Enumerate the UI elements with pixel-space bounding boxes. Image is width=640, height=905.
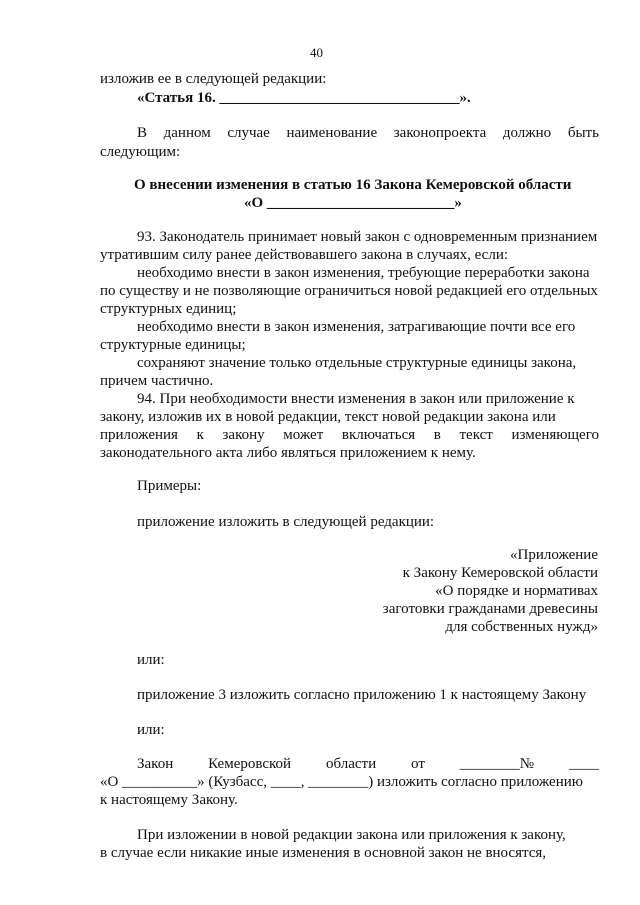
list-item: сохраняют значение только отдельные структурные единицы закона, [137,355,577,371]
text-line: структурных единиц; [100,301,237,317]
appendix-header-line: «Приложение [509,547,598,563]
bill-title: О внесении изменения в статью 16 Закона Кемеровской области [134,177,572,193]
example-text: приложение 3 изложить согласно приложению 1 к настоящему Закону [137,687,587,703]
article-line: «Статья 16. ________________________________». [137,90,471,106]
text-line: в случае если никакие иные изменения в основной закон не вносятся, [100,845,547,861]
text-line: по существу и не позволяющие ограничиться новой редакцией его отдельных [100,283,598,299]
text-line: структурные единицы; [100,337,246,353]
appendix-header-line: к Закону Кемеровской области [402,565,598,581]
appendix-header-line: для собственных нужд» [445,619,598,635]
law-reference-line: Закон Кемеровской области от ________№ ____ [137,756,599,772]
text-line: закону, изложив их в новой редакции, текст новой редакции закона или [100,409,556,425]
paragraph-line-justified: В данном случае наименование законопроекта должно быть [137,125,599,141]
list-item: необходимо внести в закон изменения, требующие переработки закона [137,265,590,281]
text-line: При изложении в новой редакции закона или приложения к закону, [137,827,566,843]
example-text: приложение изложить в следующей редакции: [137,514,435,530]
text-line: следующим: [100,144,181,160]
appendix-header-line: заготовки гражданами древесины [382,601,598,617]
text-line: причем частично. [100,373,214,389]
paragraph-line-justified: приложения к закону может включаться в текст изменяющего [100,427,599,443]
text-line: законодательного акта либо являться приложением к нему. [100,445,476,461]
or-text: или: [137,722,165,738]
examples-heading: Примеры: [137,478,202,494]
text-line: утратившим силу ранее действовавшего закона в случаях, если: [100,247,509,263]
list-item: необходимо внести в закон изменения, затрагивающие почти все его [137,319,576,335]
text-line: к настоящему Закону. [100,792,238,808]
text-line: «О __________» (Кузбасс, ____, ________) изложить согласно приложению [100,774,583,790]
or-text: или: [137,652,165,668]
text-line: изложив ее в следующей редакции: [100,71,327,87]
bill-title-placeholder: «О _________________________» [244,195,462,211]
paragraph-93: 93. Законодатель принимает новый закон с одновременным признанием [137,229,598,245]
paragraph-94: 94. При необходимости внести изменения в закон или приложение к [137,391,575,407]
appendix-header-line: «О порядке и нормативах [435,583,598,599]
page-number: 40 [310,45,323,60]
